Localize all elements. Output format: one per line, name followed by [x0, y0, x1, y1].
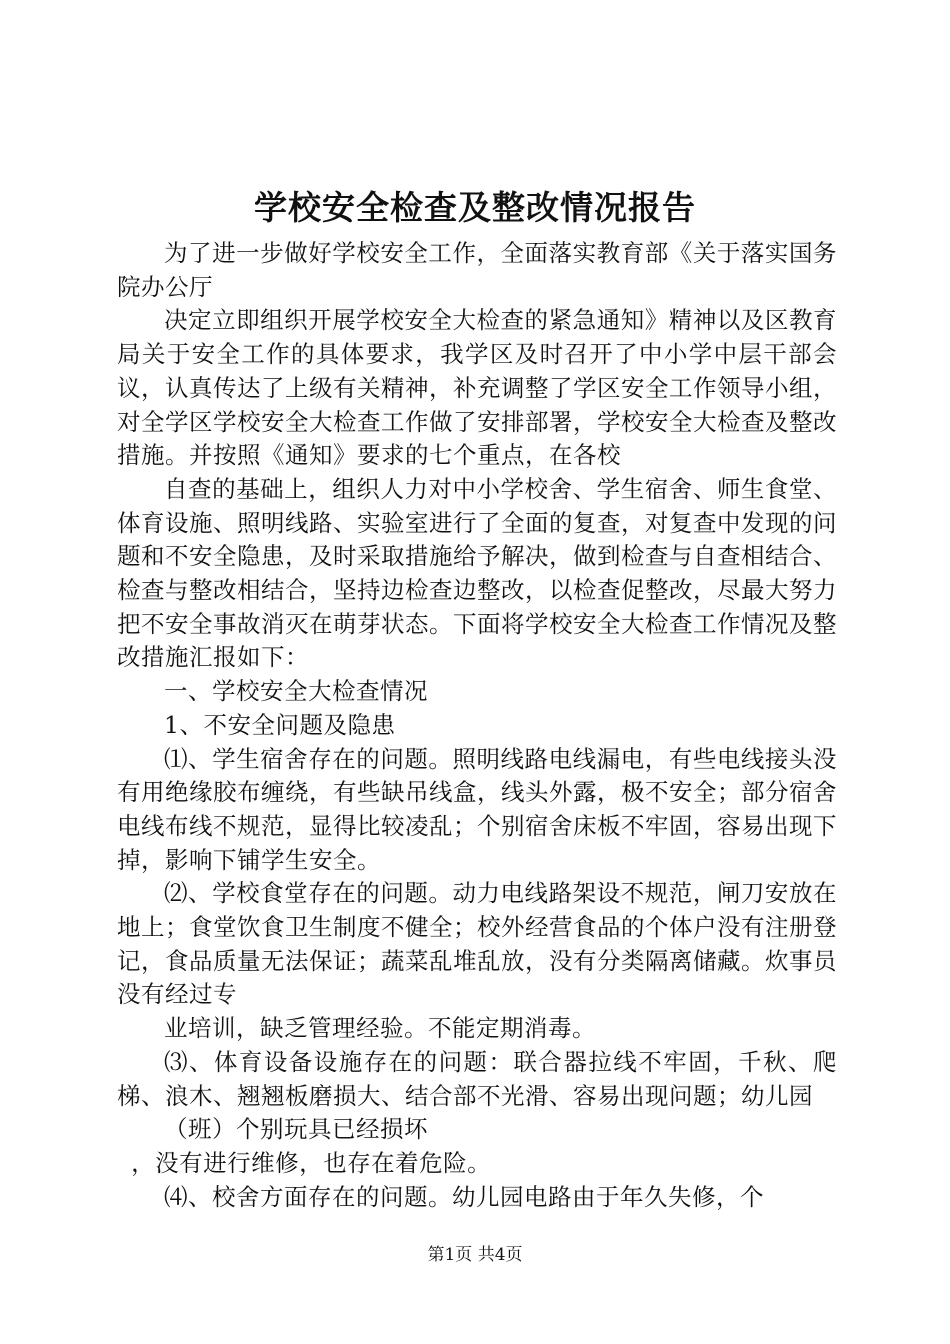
paragraph: 业培训，缺乏管理经验。不能定期消毒。 [164, 1014, 596, 1043]
document-title: 学校安全检查及整改情况报告 [254, 188, 696, 227]
page-number: 第1页 共4页 [427, 1245, 523, 1265]
paragraph: ⑵、学校食堂存在的问题。动力电线路架设不规范，闸刀安放在地上；食堂饮食卫生制度不健全；校外经营食品的个体户没有注册登记，食品质量无法保证；蔬菜乱堆乱放，没有分类隔离储藏。炊事员没有经过专 [117, 879, 837, 1009]
document-body [117, 237, 837, 1214]
paragraph: ⑷、校舍方面存在的问题。幼儿园电路由于年久失修，个 [164, 1182, 764, 1211]
section-heading: 一、学校安全大检查情况 [164, 677, 428, 706]
paragraph: ⑶、体育设备设施存在的问题：联合器拉线不牢固，千秋、爬梯、浪木、翘翘板磨损大、结合部不光滑、容易出现问题；幼儿园 [117, 1047, 837, 1110]
paragraph: 为了进一步做好学校安全工作，全面落实教育部《关于落实国务院办公厅 [117, 239, 837, 301]
subsection-heading: 1、不安全问题及隐患 [164, 710, 396, 739]
paragraph: （班）个别玩具已经损坏 [164, 1115, 428, 1144]
paragraph: ⑴、学生宿舍存在的问题。照明线路电线漏电，有些电线接头没有用绝缘胶布缠绕，有些缺吊线盒，线头外露，极不安全；部分宿舍电线布线不规范，显得比较凌乱；个别宿舍床板不牢固，容易出现下掉，影响下铺学生安全。 [117, 744, 837, 874]
paragraph: ，没有进行维修，也存在着危险。 [131, 1148, 492, 1177]
paragraph: 自查的基础上，组织人力对中小学校舍、学生宿舍、师生食堂、体育设施、照明线路、实验室进行了全面的复查，对复查中发现的问题和不安全隐患，及时采取措施给予解决，做到检查与自查相结合、检查与整改相结合，坚持边检查边整改，以检查促整改，尽最大努力把不安全事故消灭在萌芽状态。下面将学校安全大检查工作情况及整改措施汇报如下： [117, 474, 837, 672]
paragraph: 决定立即组织开展学校安全大检查的紧急通知》精神以及区教育局关于安全工作的具体要求，我学区及时召开了中小学中层干部会议，认真传达了上级有关精神，补充调整了学区安全工作领导小组，对全学区学校安全大检查工作做了安排部署，学校安全大检查及整改措施。并按照《通知》要求的七个重点，在各校 [117, 306, 837, 470]
